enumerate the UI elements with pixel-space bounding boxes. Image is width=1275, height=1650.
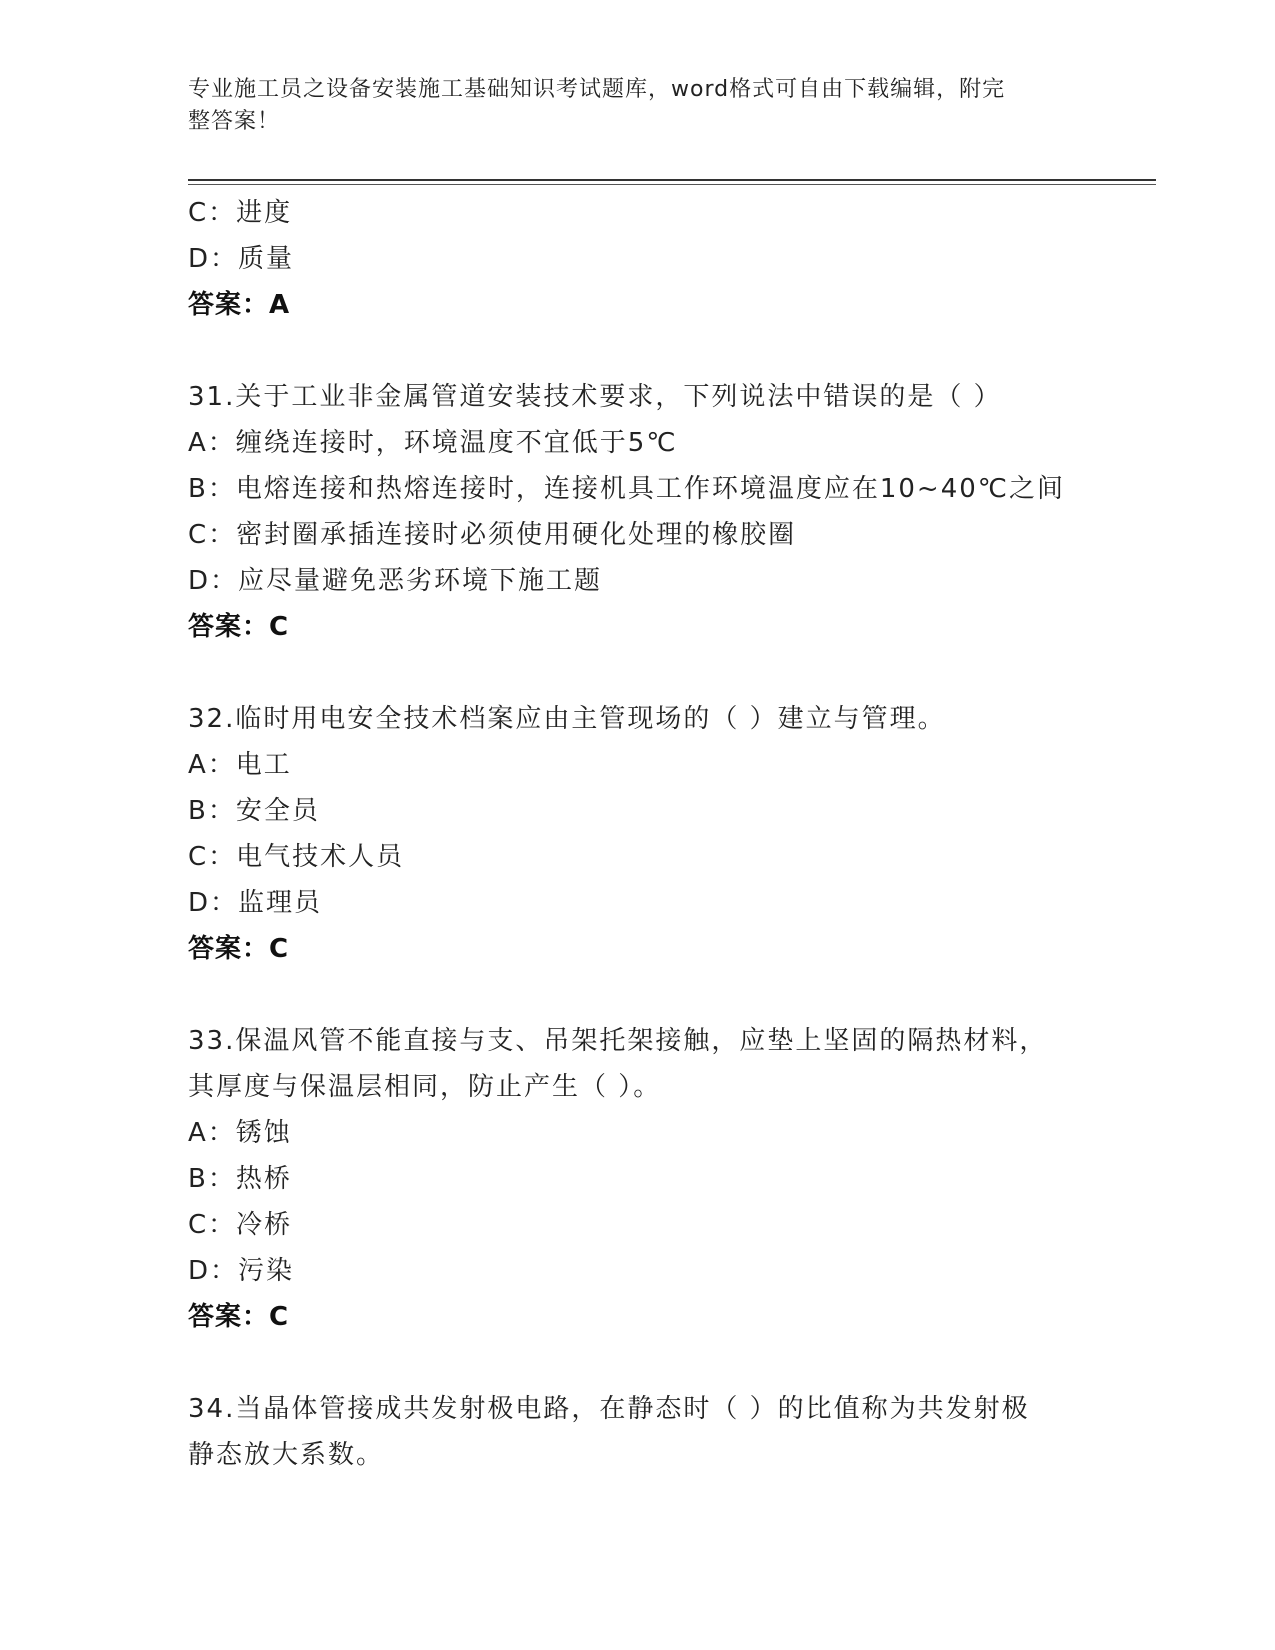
question-text: 32.临时用电安全技术档案应由主管现场的（ ）建立与管理。 (188, 704, 946, 734)
spacer (188, 650, 1088, 696)
previous-question (188, 190, 1088, 328)
answer-label: 答案：C (188, 612, 290, 642)
header-line-1: 专业施工员之设备安装施工基础知识考试题库，word格式可自由下载编辑，附完 (188, 77, 1006, 102)
option-d: D：质量 (188, 244, 295, 274)
question-text-line-1: 33.保温风管不能直接与支、吊架托架接触，应垫上坚固的隔热材料， (188, 1026, 1048, 1056)
option-c: C：冷桥 (188, 1210, 293, 1240)
question-text: 31.关于工业非金属管道安装技术要求，下列说法中错误的是（ ） (188, 382, 1002, 412)
option-a: A：锈蚀 (188, 1118, 292, 1148)
header-line-2: 整答案！ (188, 109, 281, 134)
question-33 (188, 1018, 1088, 1340)
question-content (188, 190, 1088, 1478)
option-a: A：电工 (188, 750, 292, 780)
question-31 (188, 374, 1088, 650)
header-divider-thin (188, 184, 1156, 185)
option-a: A：缠绕连接时，环境温度不宜低于5℃ (188, 428, 678, 458)
option-d: D：监理员 (188, 888, 323, 918)
answer-label: 答案：A (188, 290, 291, 320)
header-divider-thick (188, 179, 1156, 181)
question-32 (188, 696, 1088, 972)
option-b: B：电熔连接和热熔连接时，连接机具工作环境温度应在10~40℃之间 (188, 474, 1065, 504)
question-text-line-2: 其厚度与保温层相同，防止产生（ ）。 (188, 1072, 662, 1102)
option-b: B：热桥 (188, 1164, 292, 1194)
option-d: D：污染 (188, 1256, 295, 1286)
spacer (188, 972, 1088, 1018)
option-c: C：电气技术人员 (188, 842, 405, 872)
spacer (188, 328, 1088, 374)
question-text-line-2: 静态放大系数。 (188, 1440, 385, 1470)
answer-label: 答案：C (188, 1302, 290, 1332)
spacer (188, 1340, 1088, 1386)
option-c: C：密封圈承插连接时必须使用硬化处理的橡胶圈 (188, 520, 797, 550)
page-header (188, 74, 1088, 138)
option-c: C：进度 (188, 198, 293, 228)
question-34 (188, 1386, 1088, 1478)
option-d: D：应尽量避免恶劣环境下施工题 (188, 566, 603, 596)
option-b: B：安全员 (188, 796, 320, 826)
question-text-line-1: 34.当晶体管接成共发射极电路，在静态时（ ）的比值称为共发射极 (188, 1394, 1030, 1424)
answer-label: 答案：C (188, 934, 290, 964)
